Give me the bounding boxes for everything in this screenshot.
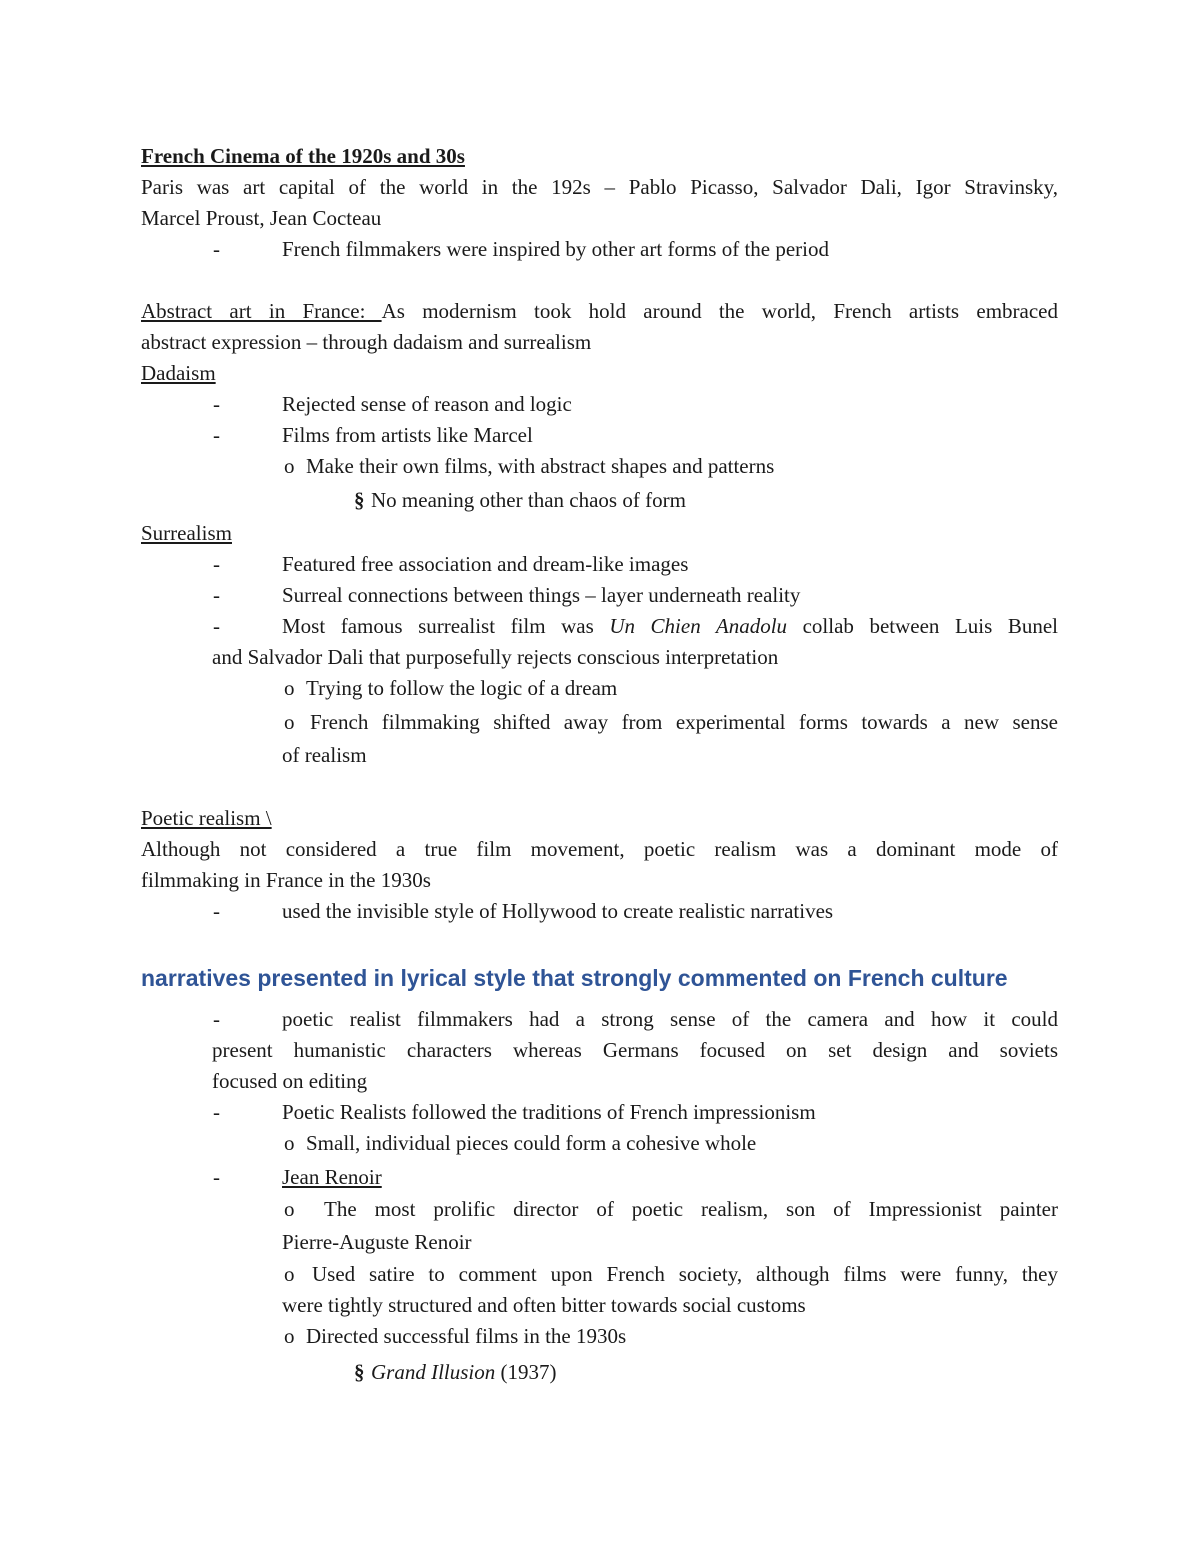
- bullet-circle: o: [284, 1131, 295, 1155]
- pr-bullet-1-line-2: present humanistic characters whereas Germans focused on set design and soviets: [212, 1038, 1058, 1062]
- dada-subsub-1: No meaning other than chaos of form: [371, 488, 686, 512]
- poetic-realism-heading: Poetic realism \: [141, 806, 272, 830]
- abstract-line-2: abstract expression – through dadaism and surrealism: [141, 330, 592, 354]
- sur-sub-2-line-1: French filmmaking shifted away from experimental forms towards a new sense: [310, 710, 1058, 734]
- bullet-section: §: [354, 488, 365, 512]
- bullet-dash: -: [213, 583, 220, 607]
- abstract-line-1-text: As modernism took hold around the world, French artists embraced: [381, 299, 1058, 323]
- section-heading: narratives presented in lyrical style that strongly commented on French culture: [141, 965, 1008, 991]
- poetic-bullet-1: used the invisible style of Hollywood to create realistic narratives: [282, 899, 834, 923]
- sur-sub-1: Trying to follow the logic of a dream: [306, 676, 618, 700]
- sur-bullet-3-post: collab between Luis Bunel: [787, 614, 1058, 638]
- sur-bullet-3-line-1: [282, 613, 1058, 639]
- pr-bullet-2: Poetic Realists followed the traditions of French impressionism: [282, 1100, 816, 1124]
- bullet-dash: -: [213, 1165, 220, 1189]
- bullet-circle: o: [284, 1324, 295, 1348]
- film-title-grand-illusion: Grand Illusion: [371, 1360, 496, 1384]
- bullet-dash: -: [213, 899, 220, 923]
- bullet-circle: o: [284, 1262, 295, 1286]
- intro-line-2: Marcel Proust, Jean Cocteau: [141, 206, 382, 230]
- bullet-circle: o: [284, 1197, 295, 1221]
- abstract-label: Abstract art in France:: [141, 299, 382, 323]
- renoir-sub-2-line-1: Used satire to comment upon French society, although films were funny, they: [312, 1262, 1058, 1286]
- dada-bullet-2: Films from artists like Marcel: [282, 423, 533, 447]
- bullet-dash: -: [213, 423, 220, 447]
- bullet-section: §: [354, 1360, 365, 1384]
- bullet-dash: -: [213, 392, 220, 416]
- abstract-line-1: [141, 298, 1058, 324]
- bullet-dash: -: [213, 552, 220, 576]
- bullet-dash: -: [213, 1100, 220, 1124]
- sur-sub-2-line-2: of realism: [282, 743, 367, 767]
- pr-bullet-1-line-3: focused on editing: [212, 1069, 368, 1093]
- sur-bullet-2: Surreal connections between things – layer underneath reality: [282, 583, 801, 607]
- bullet-dash: -: [213, 614, 220, 638]
- dadaism-heading: Dadaism: [141, 361, 216, 385]
- bullet-dash: -: [213, 237, 220, 261]
- film-title-un-chien: Un Chien Anadolu: [609, 614, 788, 638]
- bullet-inspired: French filmmakers were inspired by other art forms of the period: [282, 237, 829, 261]
- document-title: French Cinema of the 1920s and 30s: [141, 144, 465, 168]
- renoir-sub-1-line-1: The most prolific director of poetic realism, son of Impressionist painter: [324, 1197, 1058, 1221]
- surrealism-heading: Surrealism: [141, 521, 232, 545]
- renoir-sub-1-line-2: Pierre-Auguste Renoir: [282, 1230, 472, 1254]
- sur-bullet-3-pre: Most famous surrealist film was: [282, 614, 610, 638]
- renoir-sub-3: Directed successful films in the 1930s: [306, 1324, 627, 1348]
- pr-bullet-1-line-1: poetic realist filmmakers had a strong sense of the camera and how it could: [282, 1007, 1058, 1031]
- bullet-dash: -: [213, 1007, 220, 1031]
- poetic-line-2: filmmaking in France in the 1930s: [141, 868, 431, 892]
- bullet-circle: o: [284, 676, 295, 700]
- dada-sub-1: Make their own films, with abstract shapes and patterns: [306, 454, 775, 478]
- poetic-line-1: Although not considered a true film movement, poetic realism was a dominant mode of: [141, 837, 1058, 861]
- intro-line-1: Paris was art capital of the world in the 192s – Pablo Picasso, Salvador Dali, Igor Stravinsky,: [141, 175, 1058, 199]
- renoir-heading: Jean Renoir: [282, 1165, 382, 1189]
- renoir-sub-2-line-2: were tightly structured and often bitter towards social customs: [282, 1293, 806, 1317]
- bullet-circle: o: [284, 710, 295, 734]
- bullet-circle: o: [284, 454, 295, 478]
- sur-bullet-3-line-2: and Salvador Dali that purposefully rejects conscious interpretation: [212, 645, 779, 669]
- pr-sub-1: Small, individual pieces could form a cohesive whole: [306, 1131, 757, 1155]
- sur-bullet-1: Featured free association and dream-like images: [282, 552, 689, 576]
- film-year: (1937): [495, 1360, 557, 1384]
- dada-bullet-1: Rejected sense of reason and logic: [282, 392, 572, 416]
- renoir-film-entry: [371, 1359, 557, 1385]
